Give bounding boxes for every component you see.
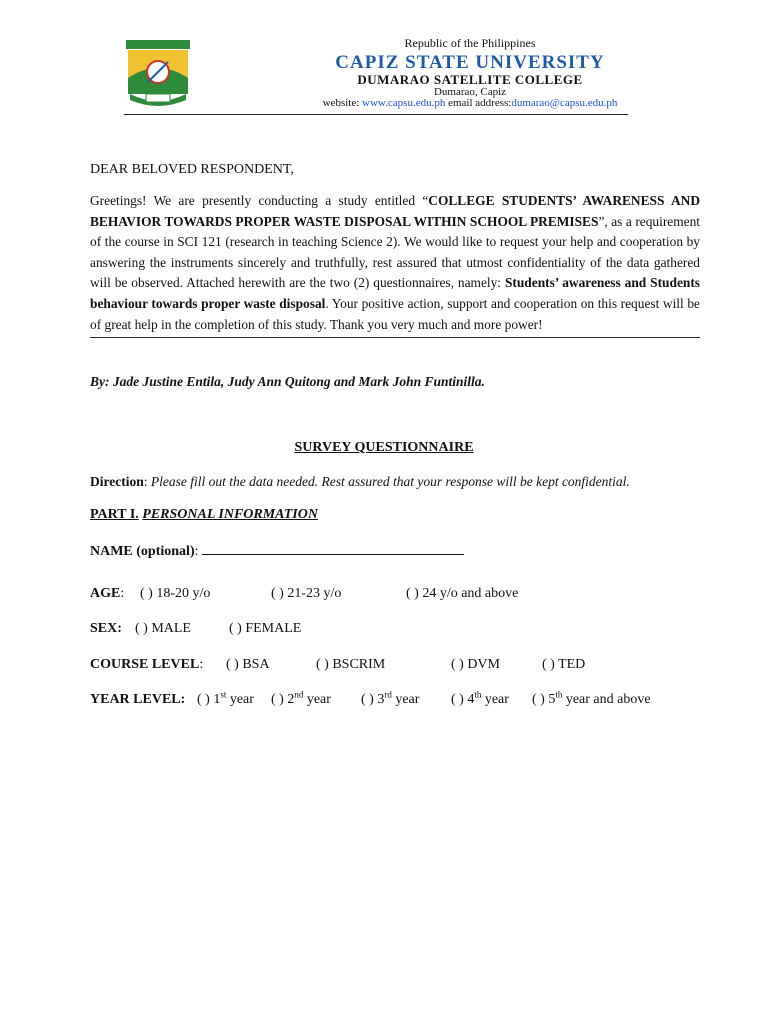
year-option-2nd[interactable]: ( ) 2nd year	[271, 689, 331, 707]
letterhead-contact	[250, 97, 690, 109]
letter-paragraph	[90, 191, 700, 338]
course-option-ted[interactable]: ( ) TED	[542, 657, 586, 672]
year-option-1st[interactable]: ( ) 1st year	[197, 689, 254, 707]
letterhead-republic: Republic of the Philippines	[404, 36, 536, 50]
year-label: YEAR LEVEL:	[90, 692, 186, 707]
course-option-dvm[interactable]: ( ) DVM	[451, 657, 500, 672]
sex-field	[90, 621, 122, 637]
sex-label: SEX:	[90, 621, 122, 636]
name-label: NAME (optional)	[90, 544, 195, 559]
part-heading	[90, 507, 318, 523]
direction-separator: :	[143, 474, 151, 489]
year-option-3rd[interactable]: ( ) 3rd year	[361, 689, 420, 707]
authors-line: By: Jade Justine Entila, Judy Ann Quitong and Mark John Funtinilla.	[90, 374, 485, 389]
age-separator: :	[120, 586, 125, 601]
paragraph-intro: Greetings! We are presently conducting a study entitled “	[90, 193, 429, 208]
age-label: AGE	[90, 586, 121, 601]
university-seal-logo	[124, 38, 192, 108]
year-option-5th-above[interactable]: ( ) 5th year and above	[532, 689, 651, 707]
course-separator: :	[199, 657, 204, 672]
study-title: COLLEGE STUDENTS’ AWARENESS AND BEHAVIOR TOWARDS PROPER WASTE DISPOSAL WITHIN SCHOOL PREMISES	[90, 193, 701, 229]
name-separator: :	[194, 544, 203, 559]
paragraph-closing: . Your positive action, support and cooperation on this request will be of great help in the completion of this study. Thank you very much and more power!	[90, 295, 700, 332]
email-label: email address:	[448, 97, 512, 109]
year-option-4th[interactable]: ( ) 4th year	[451, 689, 509, 707]
letterhead-town: Dumarao, Capiz	[433, 86, 507, 98]
letterhead-divider	[124, 114, 628, 115]
age-option-21-23[interactable]: ( ) 21-23 y/o	[271, 586, 342, 601]
survey-title: SURVEY QUESTIONNAIRE	[294, 440, 474, 455]
direction-text: Please fill out the data needed. Rest assured that your response will be kept confidential.	[150, 474, 630, 489]
questionnaire-names: Students’ awareness and Students behaviour towards proper waste disposal	[90, 275, 701, 311]
age-option-18-20[interactable]: ( ) 18-20 y/o	[140, 586, 211, 601]
part-title: PERSONAL INFORMATION	[142, 507, 318, 522]
year-field	[90, 692, 185, 708]
email-link[interactable]: dumarao@capsu.edu.ph	[511, 97, 618, 109]
sex-option-male[interactable]: ( ) MALE	[135, 621, 191, 636]
part-label: PART I.	[90, 507, 139, 522]
age-field	[90, 586, 124, 602]
paragraph-middle: ”, as a requirement of the course in SCI 121 (research in teaching Science 2). We would like to request your help and cooperation by answering the instruments sincerely and truthfully, rest assured that utmost confidentiality of the data gathered will be observed. Attached herewith are the two (2) questionnaires, namely:	[90, 213, 701, 291]
course-field	[90, 657, 203, 673]
letterhead-college: DUMARAO SATELLITE COLLEGE	[357, 72, 583, 87]
salutation: DEAR BELOVED RESPONDENT,	[90, 162, 294, 177]
course-option-bsa[interactable]: ( ) BSA	[226, 657, 270, 672]
name-field	[90, 541, 464, 560]
course-option-bscrim[interactable]: ( ) BSCRIM	[316, 657, 386, 672]
direction-line	[90, 474, 630, 490]
course-label: COURSE LEVEL	[90, 657, 200, 672]
letterhead-university: CAPIZ STATE UNIVERSITY	[335, 52, 605, 73]
name-blank-line[interactable]	[202, 541, 464, 555]
website-link[interactable]: www.capsu.edu.ph	[362, 97, 446, 109]
website-label: website:	[322, 97, 360, 109]
age-option-24-above[interactable]: ( ) 24 y/o and above	[406, 586, 519, 601]
sex-option-female[interactable]: ( ) FEMALE	[229, 621, 302, 636]
direction-label: Direction	[90, 474, 144, 489]
